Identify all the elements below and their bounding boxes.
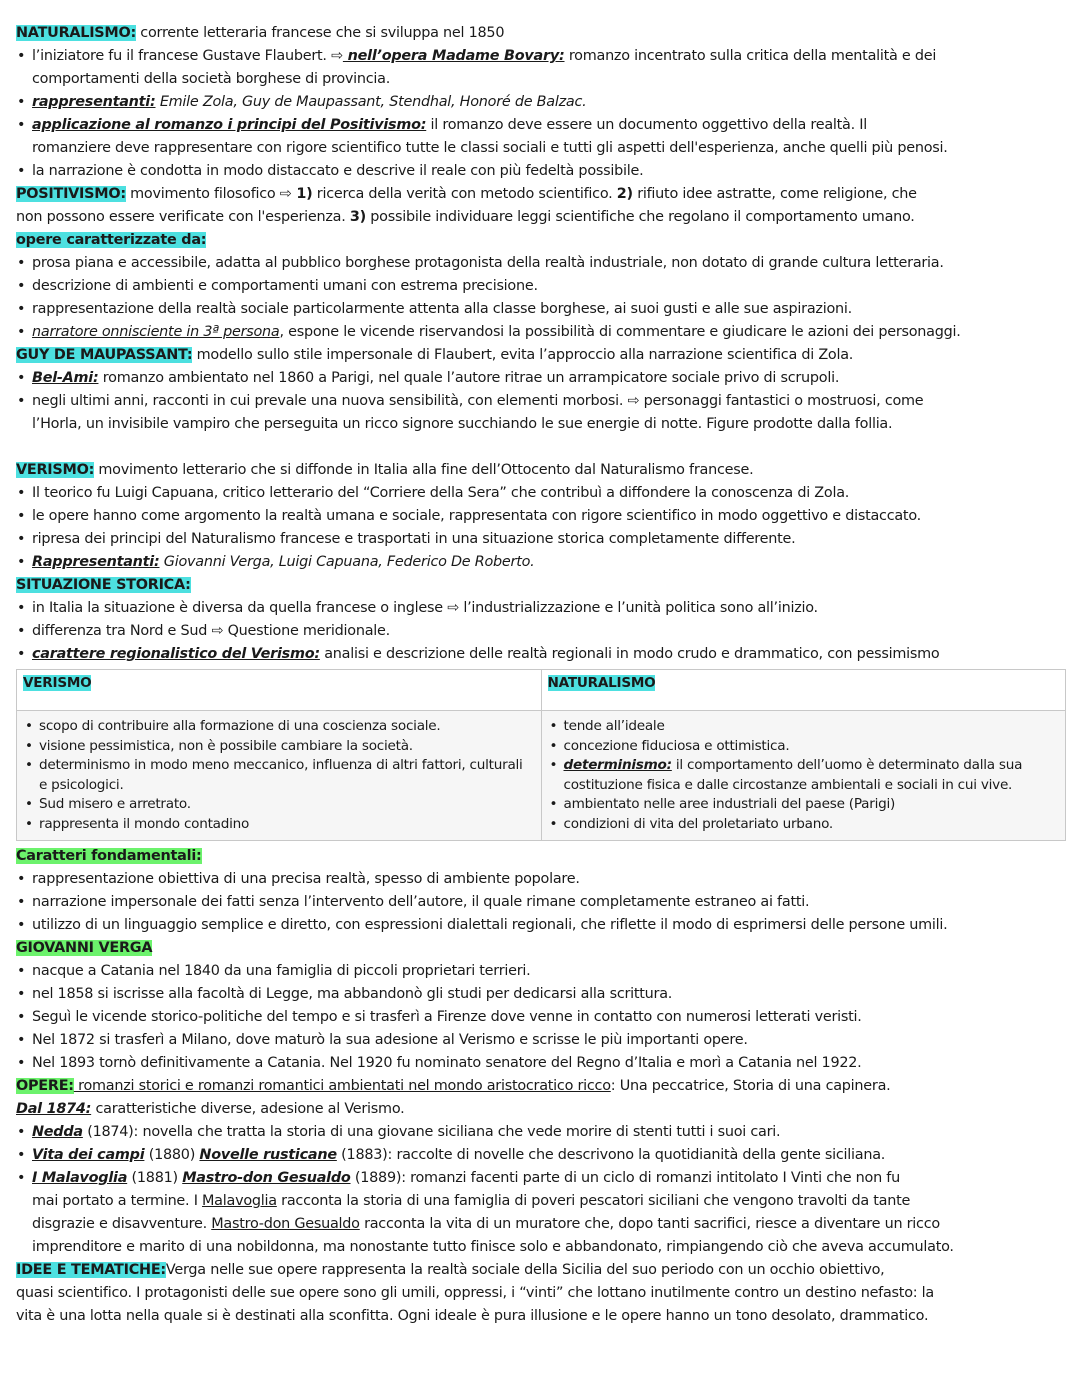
arrow-icon: ⇨: [211, 623, 224, 639]
naturalismo-heading: NATURALISMO:: [16, 25, 136, 41]
list-item: • carattere regionalistico del Verismo: analisi e descrizione delle realtà regionali in modo crudo e drammatico, con pessimismo: [16, 643, 1066, 666]
naturalismo-bullet-positivismo: • applicazione al romanzo i principi del Positivismo: il romanzo deve essere un documento oggettivo della realtà. Il: [16, 114, 1066, 137]
dal-1874-line: Dal 1874: caratteristiche diverse, adesione al Verismo.: [16, 1101, 405, 1117]
list-item: • Sud misero e arretrato.: [23, 795, 535, 815]
list-item: • scopo di contribuire alla formazione di una coscienza sociale.: [23, 717, 535, 737]
list-item: • Rappresentanti: Giovanni Verga, Luigi Capuana, Federico De Roberto.: [16, 551, 1066, 574]
comparison-table: [16, 669, 1066, 841]
list-item: • Nedda (1874): novella che tratta la storia di una giovane siciliana che vede morire di stenti tutti i suoi cari.: [16, 1121, 1066, 1144]
positivismo-heading: POSITIVISMO:: [16, 186, 126, 202]
list-item: • narrazione impersonale dei fatti senza l’intervento dell’autore, il quale rimane completamente estraneo ai fatti.: [16, 891, 1066, 914]
list-item: • rappresentazione obiettiva di una precisa realtà, spesso di ambiente popolare.: [16, 868, 1066, 891]
verga-heading: GIOVANNI VERGA: [16, 940, 153, 956]
positivismo-line-1: POSITIVISMO: movimento filosofico ⇨ 1) ricerca della verità con metodo scientifico. 2) rifiuto idee astratte, come religione, che: [16, 186, 917, 202]
naturalismo-bullet-flaubert-cont: comportamenti della società borghese di provincia.: [32, 71, 391, 87]
naturalismo-bullet-narrazione: • la narrazione è condotta in modo distaccato e descrive il reale con più fedeltà possibile.: [16, 160, 1066, 183]
arrow-icon: ⇨: [627, 393, 640, 409]
idee-line-3: vita è una lotta nella quale si è destinati alla sconfitta. Ogni ideale è pura illusione e le opere hanno un tono desolato, drammatico.: [16, 1308, 929, 1324]
list-item: • in Italia la situazione è diversa da quella francese o inglese ⇨ l’industrializzazione e l’unità politica sono all’inizio.: [16, 597, 1066, 620]
madame-bovary-label: nell’opera Madame Bovary:: [342, 48, 565, 64]
list-item: • rappresenta il mondo contadino: [23, 815, 535, 835]
list-item: • Seguì le vicende storico-politiche del tempo e si trasferì a Firenze dove venne in contatto con numerosi letterati veristi.: [16, 1006, 1066, 1029]
caratteri-heading-line: [16, 845, 1066, 868]
list-item-cont: disgrazie e disavventure. Mastro-don Gesualdo racconta la vita di un muratore che, dopo tanti sacrifici, riesce a diventare un ricco: [32, 1216, 940, 1232]
list-item: • tende all’ideale: [548, 717, 1060, 737]
idee-line-1: IDEE E TEMATICHE:Verga nelle sue opere rappresenta la realtà sociale della Sicilia del suo periodo con un occhio obiettivo,: [16, 1262, 885, 1278]
list-item-cont: l’Horla, un invisibile vampiro che perseguita un ricco signore succhiando le sue energie di notte. Figure prodotte dalla follia.: [32, 416, 893, 432]
list-item: • condizioni di vita del proletariato urbano.: [548, 815, 1060, 835]
verismo-heading: VERISMO:: [16, 462, 95, 478]
table-row: [17, 711, 1066, 841]
section-spacer: [16, 436, 1066, 459]
table-cell-naturalismo: [541, 711, 1066, 841]
list-item: • Nel 1893 tornò definitivamente a Catania. Nel 1920 fu nominato senatore del Regno d’Italia e morì a Catania nel 1922.: [16, 1052, 1066, 1075]
naturalismo-bullet-positivismo-cont: romanziere deve rappresentare con rigore scientifico tutte le classi sociali e tutti gli aspetti dell'esperienza, anche quelli più penosi.: [32, 140, 948, 156]
arrow-icon: ⇨: [447, 600, 460, 616]
list-item-cont: mai portato a termine. I Malavoglia racconta la storia di una famiglia di poveri pescatori siciliani che vengono travolti da tante: [32, 1193, 911, 1209]
opere-heading-line: [16, 229, 1066, 252]
opere-verga-line: OPERE: romanzi storici e romanzi romantici ambientati nel mondo aristocratico ricco: Una peccatrice, Storia di una capinera.: [16, 1078, 891, 1094]
list-item: • determinismo: il comportamento dell’uomo è determinato dalla sua costituzione fisica e dalle circostanze ambientali e sociali in cui vive.: [548, 756, 1060, 795]
arrow-icon: ⇨: [279, 186, 292, 202]
list-item: • utilizzo di un linguaggio semplice e diretto, con espressioni dialettali regionali, che riflette il modo di esprimersi delle persone umili.: [16, 914, 1066, 937]
list-item: • ambientato nelle aree industriali del paese (Parigi): [548, 795, 1060, 815]
list-item: • Vita dei campi (1880) Novelle rusticane (1883): raccolte di novelle che descrivono la quotidianità della gente siciliana.: [16, 1144, 1066, 1167]
list-item: • differenza tra Nord e Sud ⇨ Questione meridionale.: [16, 620, 1066, 643]
maupassant-intro: GUY DE MAUPASSANT: modello sullo stile impersonale di Flaubert, evita l’approccio alla narrazione scientifica di Zola.: [16, 347, 854, 363]
verismo-intro: VERISMO: movimento letterario che si diffonde in Italia alla fine dell’Ottocento dal Naturalismo francese.: [16, 462, 754, 478]
table-cell-verismo: [17, 711, 542, 841]
situazione-heading-line: [16, 574, 1066, 597]
table-header-row: [17, 670, 1066, 711]
table-header-cell: NATURALISMO: [541, 670, 1066, 711]
list-item: • descrizione di ambienti e comportamenti umani con estrema precisione.: [16, 275, 1066, 298]
list-item: • negli ultimi anni, racconti in cui prevale una nuova sensibilità, con elementi morbosi. ⇨ personaggi fantastici o mostruosi, come: [16, 390, 1066, 413]
opere-verga-heading: OPERE:: [16, 1078, 74, 1094]
verga-heading-line: [16, 937, 1066, 960]
list-item: • rappresentazione della realtà sociale particolarmente attenta alla classe borghese, ai suoi gusti e alle sue aspirazioni.: [16, 298, 1066, 321]
idee-line-2: quasi scientifico. I protagonisti delle sue opere sono gli umili, oppressi, i “vinti” che lottano inutilmente contro un destino nefasto: la: [16, 1285, 934, 1301]
list-item: • nel 1858 si iscrisse alla facoltà di Legge, ma abbandonò gli studi per dedicarsi alla scrittura.: [16, 983, 1066, 1006]
situazione-heading: SITUAZIONE STORICA:: [16, 577, 191, 593]
list-item: • visione pessimistica, non è possibile cambiare la società.: [23, 737, 535, 757]
list-item: • determinismo in modo meno meccanico, influenza di altri fattori, culturali e psicologici.: [23, 756, 535, 795]
list-item: • Nel 1872 si trasferì a Milano, dove maturò la sua adesione al Verismo e scrisse le più importanti opere.: [16, 1029, 1066, 1052]
opere-heading: opere caratterizzate da:: [16, 232, 207, 248]
table-header-cell: VERISMO: [17, 670, 542, 711]
naturalismo-intro: NATURALISMO: corrente letteraria francese che si sviluppa nel 1850: [16, 25, 505, 41]
list-item-cont: imprenditore e marito di una nobildonna, ma nonostante tutto finisce solo e abbandonato, rimpiangendo ciò che aveva accumulato.: [32, 1239, 954, 1255]
idee-heading: IDEE E TEMATICHE:: [16, 1262, 166, 1278]
list-item: • concezione fiduciosa e ottimistica.: [548, 737, 1060, 757]
list-item: • ripresa dei principi del Naturalismo francese e trasportati in una situazione storica completamente differente.: [16, 528, 1066, 551]
maupassant-heading: GUY DE MAUPASSANT:: [16, 347, 193, 363]
list-item: • narratore onnisciente in 3ª persona, espone le vicende riservandosi la possibilità di commentare e giudicare le azioni dei personaggi.: [16, 321, 1066, 344]
list-item: • prosa piana e accessibile, adatta al pubblico borghese protagonista della realtà industriale, non dotato di grande cultura letteraria.: [16, 252, 1066, 275]
list-item: • Il teorico fu Luigi Capuana, critico letterario del “Corriere della Sera” che contribuì a diffondere la conoscenza di Zola.: [16, 482, 1066, 505]
naturalismo-bullet-rappresentanti: • rappresentanti: Emile Zola, Guy de Maupassant, Stendhal, Honoré de Balzac.: [16, 91, 1066, 114]
arrow-icon: ⇨: [331, 48, 343, 64]
list-item: • I Malavoglia (1881) Mastro-don Gesualdo (1889): romanzi facenti parte di un ciclo di romanzi intitolato I Vinti che non fu: [16, 1167, 1066, 1190]
list-item: • Bel-Ami: romanzo ambientato nel 1860 a Parigi, nel quale l’autore ritrae un arrampicatore sociale privo di scrupoli.: [16, 367, 1066, 390]
list-item: • le opere hanno come argomento la realtà umana e sociale, rappresentata con rigore scientifico in modo oggettivo e distaccato.: [16, 505, 1066, 528]
naturalismo-bullet-flaubert: • l’iniziatore fu il francese Gustave Flaubert. ⇨ nell’opera Madame Bovary: romanzo incentrato sulla critica della mentalità e dei: [16, 45, 1066, 68]
list-item: • nacque a Catania nel 1840 da una famiglia di piccoli proprietari terrieri.: [16, 960, 1066, 983]
caratteri-heading: Caratteri fondamentali:: [16, 848, 202, 864]
positivismo-line-2: non possono essere verificate con l'esperienza. 3) possibile individuare leggi scientifiche che regolano il comportamento umano.: [16, 209, 915, 225]
